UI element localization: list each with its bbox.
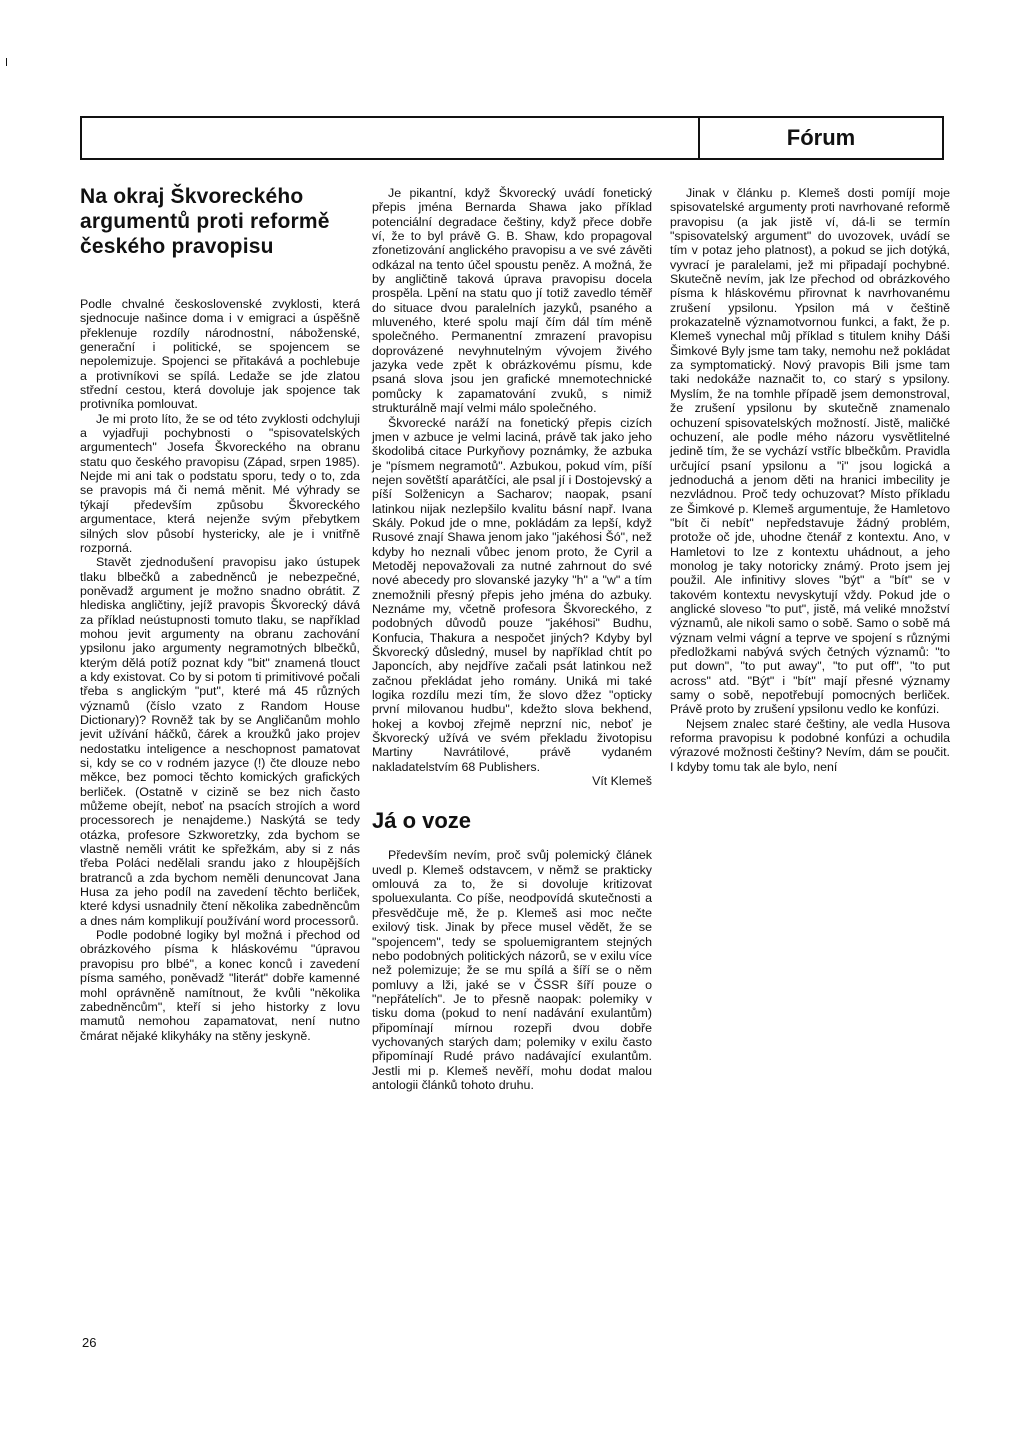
article-paragraph: Škvorecké naráží na fonetický přepis cizích jmen v azbuce je velmi laciná, právě tak jako jeho škodolibá citace Purkyňovy poznámky, že azbuka je "písmem negramotů". Azbukou, pokud vím, píší nejen sovětští aparátčíci, ale psal jí i Dostojevský a píší Solženicyn a Sacharov; naopak, psaní latinkou nijak nezlepšilo kvalitu básní např. Ivana Skály. Pokud jde o mne, pokládám za lepší, když Rusové znají Shawa jenom jako "jakéhosi Šó", než kdyby ho neznali vůbec jenom proto, že Cyril a Metoděj nepovažovali za nutné zahrnout do své nové abecedy pro slovanské jazyky "h" a "w" a tím znemožnili přesný přepis jeho jména do azbuky. Neznáme my, včetně profesora Škvoreckého, z podobných důvodů pouze "jakéhosi" Budhu, Konfucia, Thakura a nespočet jiných? Kdyby byl Škvorecký důsledný, musel by například chtít po Japoncích, aby nejdříve začali psát latinkou než začnou překládat jeho romány. Uniká mi také logika rozdílu mezi tím, že slovo džez "opticky první milovanou hudbu", kdežto slova bekhend, hokej a kovboj zřejmě neprzní nic, neboť je Škvorecký užívá ve svém překladu životopisu Martiny Navrátilové, právě vydaném nakladatelstvím 68 Publishers. [372,415,652,774]
section-header-bar [80,116,944,160]
article-paragraph: Podle podobné logiky byl možná i přechod od obrázkového písma k hláskovému "úpravou pravopisu pro blbé", a konec konců i zavedení písma samého, poněvadž "literát" dobře kamenné mohl oprávněně namítnout, že kvůli "několika zabedněncům", kteří si jeho historky z lovu mamutů nemohou zapamatovat, není nutno čmárat nějaké klikyháky na stěny jeskyně. [80,928,360,1043]
article-headline: Na okraj Škvoreckého argumentů proti reformě českého pravopisu [80,185,330,258]
reply-paragraph: Jinak v článku p. Klemeš dosti pomíjí moje spisovatelské argumenty proti navrhované reformě pravopisu (a jak jistě ví, dá-li se termín "spisovatelský argument" do uvozovek, uvádí se tím v potaz jeho platnost), a pokud se jich dotýká, vyvrací je paralelami, jež mi připadají pochybné. Skutečně nevím, jak lze přechod od obrázkového písma k hláskovému přirovnat k navrhovanému zrušení ypsilonu. Ypsilon má v češtině prokazatelně významotvornou funkci, a fakt, že p. Klemeš vynechal můj příklad s titulem knihy Dáši Šimkové Byly jsme tam taky, nemohu než pokládat za symptomatický. Nový pravopis Bili jsme tam taki nedokáže naznačit to, co starý s ypsilony. Myslím, že na tomhle případě jsem demonstroval, že zrušení ypsilonu by skutečně znamenalo ochuzení spisovatelských možností. Jistě, maličké ochuzení, ale podle mého názoru vysvětlitelné jedině tím, že se vychází vstříc blbečkům. Pravidla určující psaní ypsilonu a "i" jsou logická a jednoduchá a jenom děti na hranici imbecility je nezvládnou. Proč tedy ochuzovat? Místo příkladu ze Šimkové p. Klemeš argumentuje, že Hamletovo "bít či nebít" nepředstavuje žádný problém, protože oč jde, uhodne čtenář z kontextu. Ano, v Hamletovi to lze z kontextu uhádnout, a jeho monolog je taky notoricky známý. Proto jsem jej použil. Ale infinitivy sloves "být" a "bít" se v takovém kontextu nevyskytují vždy. Pokud jde o anglické sloveso "to put", jistě, má veliké množství významů, ale nikoli samo o sobě. Samo o sobě má význam velmi vágní a teprve ve spojení s různými předložkami nabývá svých četných významů: "to put down", "to put away", "to put off", "to put across" atd. "Být" i "bít" mají přesné významy samy o sobě, nepotřebují pomocných berliček. Právě proto by zrušení ypsilonu vedlo ke konfúzi. [670,186,950,717]
reply-paragraph: Nejsem znalec staré češtiny, ale vedla Husova reforma pravopisu k podobné konfúzi a ochudila výrazové možnosti češtiny? Nevím, dám se poučit. I kdyby tomu tak ale bylo, není [670,716,950,774]
article-paragraph: Je pikantní, když Škvorecký uvádí fonetický přepis jména Bernarda Shawa jako příklad potenciální degradace češtiny, když přece dobře ví, že to byl právě G. B. Shaw, kdo propagoval zfonetizování anglického pravopisu a ve své závěti odkázal na tento účel spoustu peněz. A možná, že by angličtině taková úprava pravopisu docela prospěla. Lpění na statu quo jí totiž zavedlo téměř do situace dvou paralelních jazyků, psaného a mluveného, které spolu mají čím dál tím méně společného. Permanentní zmrazení pravopisu doprovázené nevyhnutelným vývojem živého jazyka vede zpět k obrázkovému písmu, kde psaná slova jsou jen grafické mnemotechnické pomůcky k zapamatování zvuků, s nimiž strukturálně mají velmi málo společného. [372,186,652,416]
article-author: Vít Klemeš [592,774,652,789]
section-title: Fórum [698,118,942,158]
column-2 [372,186,652,1092]
margin-mark [6,58,7,66]
column-1 [80,184,360,1043]
column-3 [670,186,950,774]
article-paragraph: Je mi proto líto, že se od této zvyklosti odchyluji a vyjadřuji pochybnosti o "spisovatelských argumentech" Josefa Škvoreckého na obranu statu quo českého pravopisu (Západ, srpen 1985). Nejde mi ani tak o podstatu sporu, tedy o to, zda se pravopis má či nemá měnit. Mé výhrady se týkají především způsobu Škvoreckého argumentace, která nejenže svým přebytkem silných slov působí hystericky, ale je i vnitřně rozporná. [80,411,360,555]
article-lead: Podle chvalné československé zvyklosti, která sjednocuje našince doma i v emigraci a úspěšně překlenuje rozdíly národnostní, náboženské, generační i politické, se spojencem se nepolemizuje. Spojenci se přitakává a pochlebuje a protivníkovi se spílá. Ledaže se jde zlatou střední cestou, která dovoluje jak spojence tak protivníka pomlouvat. [80,297,360,412]
article-paragraph: Stavět zjednodušení pravopisu jako ústupek tlaku blbečků a zabedněnců je nebezpečné, poněvadž argument je možno snadno obrátit. Z hlediska angličtiny, jejíž pravopis Škvorecký dává za příklad neústupnosti tomuto tlaku, se například mohou jevit argumenty na obranu zachování ypsilonu jako argumenty negramotných blbečků, kterým dělá potíž poznat kdy "bit" znamená tlouct a kdy existovat. Co by si potom ti primitivové počali třeba s anglickým "put", které má 45 různých významů (číslo vzato z Random House Dictionary)? Rovněž tak by se Angličanům mohlo jevit užívání háčků, čárek a kroužků jako projev nedostatku inteligence a neschopnost pamatovat si, kdy se co v rodném jazyce (!) čte dlouze nebo měkce, bez pomoci těchto komických grafických berliček. (Ostatně v cizině se bez nich často můžeme obejít, neboť na psacích strojích a word processorech je nenajdeme.) Naskýtá se tedy otázka, profesore Szkworetzky, zda bychom se vlastně neměli vrátit ke spřežkám, aby si z nás třeba Poláci nedělali srandu jako z hloupějších bratranců a zda bychom neměli denuncovat Jana Husa za jeho podíl na zavedení těchto berliček, které kdysi usnadnily čtení několika zabedněncům a dnes nám komplikují používání word processorů. [80,555,360,928]
page-number: 26 [82,1335,97,1350]
reply-paragraph: Především nevím, proč svůj polemický článek uvedl p. Klemeš odstavcem, v němž se prakticky omlouvá za to, že si dovoluje kritizovat spoluexulanta. Co píše, neodpovídá skutečnosti a přesvědčuje mě, že p. Klemeš asi moc nečte exilový tisk. Jinak by přece musel vědět, že se "spojencem", tedy se spoluemigrantem stejných nebo podobných politických názorů, se v exilu více než polemizuje; že se mu spílá a šíří se o něm pomluvy a lži, jaké se v ČSSR šíří pouze o "nepřátelích". Je to přesně naopak: polemiky v tisku doma (pokud to není nadávání exulantům) připomínají mírnou rozepři dvou dobře vychovaných starých dam; polemiky v exilu často připomínají Rudé právo nadávající exulantům. Jestli mi p. Klemeš nevěří, mohu dodat malou antologii článků tohoto druhu. [372,848,652,1092]
reply-headline: Já o voze [372,808,472,834]
